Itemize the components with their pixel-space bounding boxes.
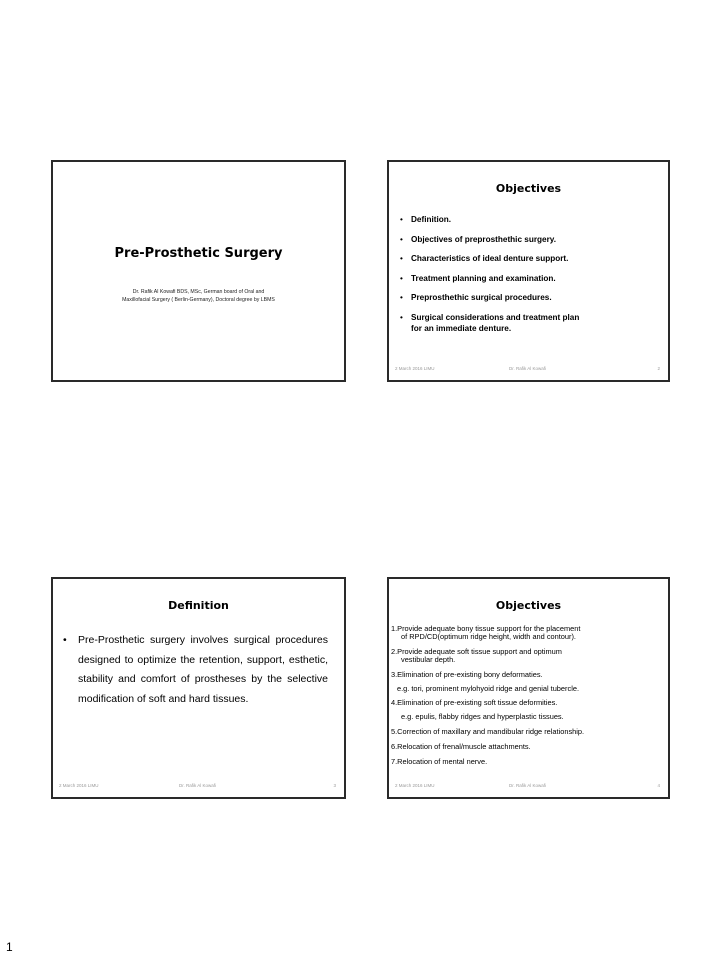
slide-title: Objectives: [495, 182, 562, 195]
footer-date: 2 March 2016 LIMU: [395, 366, 435, 371]
list-item: 1.Provide adequate bony tissue support for the placement of RPD/CD(optimum ridge height, width and contour).: [391, 624, 581, 641]
slide-number: 2: [657, 366, 660, 371]
list-item: • Surgical considerations and treatment plan for an immediate denture.: [400, 312, 580, 333]
footer-author: Dr. Rafik Al Kowafi: [508, 366, 546, 371]
list-item: • Preprosthethic surgical procedures.: [400, 293, 552, 303]
slide-title: Objectives: [495, 599, 562, 612]
bullet-icon: •: [400, 215, 403, 224]
list-item: 5.Correction of maxillary and mandibular ridge relationship.: [391, 727, 585, 736]
slide-3: [51, 577, 346, 799]
definition-text: • Pre-Prosthetic surgery involves surgical procedures designed to optimize the retention, support, esthetic, stability and comfort of prostheses by the selective modification of soft and hard tissues.: [63, 631, 328, 709]
list-item: 2.Provide adequate soft tissue support and optimum vestibular depth.: [391, 647, 562, 664]
list-item: 4.Elimination of pre-existing soft tissue deformities.: [391, 698, 558, 707]
bullet-icon: •: [400, 234, 403, 244]
author-credentials: [63, 288, 334, 304]
slide-title: Definition: [168, 599, 229, 612]
bullet-icon: •: [400, 273, 403, 283]
bullet-icon: •: [400, 312, 403, 322]
list-item: e.g. epulis, flabby ridges and hyperplastic tissues.: [401, 712, 564, 721]
slide-number: 3: [333, 783, 336, 788]
page-number: 1: [6, 940, 13, 954]
list-item: • Definition.: [400, 215, 452, 224]
list-item: • Treatment planning and examination.: [400, 273, 556, 283]
bullet-icon: •: [63, 634, 67, 646]
slide-4: [387, 577, 670, 799]
bullet-icon: •: [400, 293, 403, 303]
slide-footer: [59, 783, 336, 791]
list-item: 7.Relocation of mental nerve.: [391, 757, 488, 766]
objectives-list: [395, 214, 662, 343]
author-line: Dr. Rafik Al Kowafi BDS, MSc, German board of Oral and: [132, 289, 265, 295]
footer-author: Dr. Rafik Al Kowafi: [508, 783, 546, 788]
footer-date: 2 March 2016 LIMU: [395, 783, 435, 788]
list-item: 6.Relocation of frenal/muscle attachments.: [391, 742, 531, 751]
slide-2: [387, 160, 670, 382]
slide-number: 4: [657, 783, 660, 788]
list-item: 3.Elimination of pre-existing bony deformaties.: [391, 670, 543, 679]
footer-date: 2 March 2016 LIMU: [59, 783, 99, 788]
slide-footer: [395, 783, 660, 791]
author-line: Maxillofacial Surgery ( Berlin-Germany), Doctoral degree by LBMS: [122, 297, 275, 303]
footer-author: Dr. Rafik Al Kowafi: [178, 783, 216, 788]
bullet-icon: •: [400, 254, 403, 264]
slide-footer: [395, 366, 660, 374]
objectives-numbered-list: [391, 625, 658, 773]
list-item: • Objectives of preprosthethic surgery.: [400, 234, 556, 244]
slide-1: [51, 160, 346, 382]
list-item: • Characteristics of ideal denture support.: [400, 254, 569, 264]
list-item: e.g. tori, prominent mylohyoid ridge and genial tubercle.: [397, 684, 579, 693]
slide-title: Pre-Prosthetic Surgery: [114, 246, 283, 261]
